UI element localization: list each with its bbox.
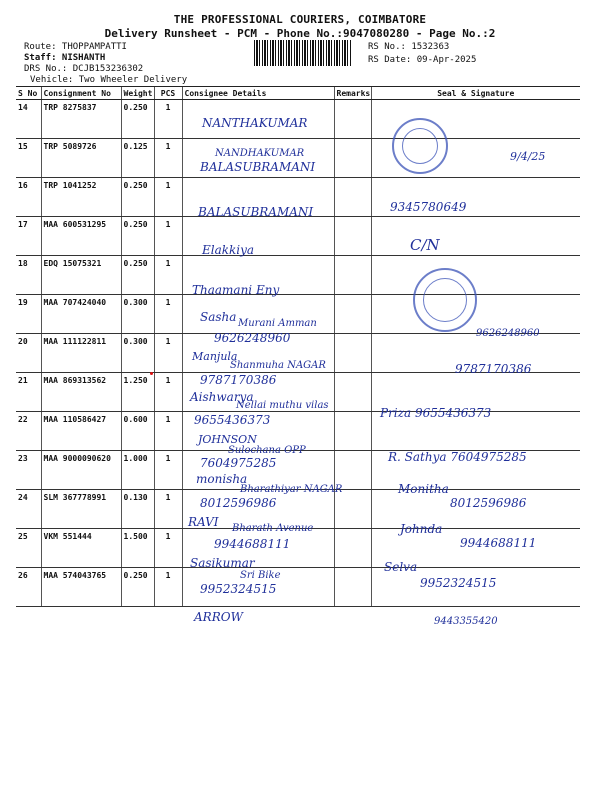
row-sno: 19	[16, 295, 41, 334]
row-weight: 0.250	[121, 100, 154, 139]
handwritten-phone: 9944688111	[460, 536, 537, 550]
row-weight: 0.300	[121, 295, 154, 334]
handwritten-consignee: Sasikumar	[190, 556, 255, 570]
handwritten-phone: 9952324515	[200, 582, 277, 596]
row-weight: 0.130	[121, 490, 154, 529]
row-pcs: 1	[154, 373, 182, 412]
staff-label: Staff: NISHANTH	[24, 53, 106, 63]
handwritten-phone: 8012596986	[450, 496, 527, 510]
handwritten-consignee: ARROW	[194, 610, 243, 624]
row-remarks	[334, 139, 371, 178]
handwritten-date: 9/4/25	[510, 150, 546, 163]
handwritten-signature: 9345780649	[390, 200, 467, 214]
row-consignment: SLM 367778991	[41, 490, 121, 529]
row-sno: 23	[16, 451, 41, 490]
row-consignment: MAA 574043765	[41, 568, 121, 607]
row-sno: 16	[16, 178, 41, 217]
row-weight: 1.000	[121, 451, 154, 490]
handwritten-signature: C/N	[410, 236, 440, 254]
row-seal	[371, 256, 580, 295]
row-weight: 0.250	[121, 256, 154, 295]
handwritten-phone: 9626248960	[476, 328, 540, 339]
ink-dot	[150, 372, 153, 375]
row-pcs: 1	[154, 217, 182, 256]
row-weight: 1.500	[121, 529, 154, 568]
row-weight: 0.250	[121, 217, 154, 256]
row-remarks	[334, 217, 371, 256]
table-row	[16, 217, 580, 256]
row-remarks	[334, 334, 371, 373]
row-pcs: 1	[154, 334, 182, 373]
row-remarks	[334, 373, 371, 412]
vehicle-label: Vehicle: Two Wheeler Delivery	[30, 75, 188, 85]
handwritten-phone: 9443355420	[434, 616, 498, 627]
row-consignment: MAA 9000090620	[41, 451, 121, 490]
handwritten-consignee: NANDHAKUMAR	[215, 148, 305, 159]
col-remarks: Remarks	[334, 87, 371, 100]
row-weight: 0.600	[121, 412, 154, 451]
handwritten-consignee: Sulochana OPP	[228, 445, 306, 456]
row-sno: 24	[16, 490, 41, 529]
delivery-stamp	[413, 268, 477, 332]
handwritten-consignee: BALASUBRAMANI	[200, 160, 316, 174]
row-sno: 22	[16, 412, 41, 451]
row-consignment: MAA 600531295	[41, 217, 121, 256]
handwritten-signature: Monitha	[398, 482, 449, 496]
row-remarks	[334, 529, 371, 568]
rs-date: RS Date: 09-Apr-2025	[368, 55, 477, 65]
row-seal	[371, 217, 580, 256]
handwritten-phone: 9626248960	[214, 331, 291, 345]
row-weight: 1.250	[121, 373, 154, 412]
row-consignment: MAA 111122811	[41, 334, 121, 373]
row-pcs: 1	[154, 178, 182, 217]
row-consignment: MAA 869313562	[41, 373, 121, 412]
handwritten-phone: 9944688111	[214, 537, 291, 551]
handwritten-phone: 9952324515	[420, 576, 497, 590]
row-sno: 17	[16, 217, 41, 256]
handwritten-phone: 9787170386	[200, 373, 277, 387]
handwritten-consignee: Sasha	[200, 310, 237, 324]
handwritten-phone: 9787170386	[455, 362, 532, 376]
barcode	[254, 40, 352, 66]
handwritten-consignee: Bharathiyar NAGAR	[240, 484, 343, 495]
col-consignee: Consignee Details	[182, 87, 334, 100]
row-sno: 18	[16, 256, 41, 295]
handwritten-signature: Priza 9655436373	[380, 406, 492, 420]
row-pcs: 1	[154, 256, 182, 295]
handwritten-consignee: Sri Bike	[240, 570, 281, 581]
row-sno: 14	[16, 100, 41, 139]
col-pcs: PCS	[154, 87, 182, 100]
col-seal: Seal & Signature	[371, 87, 580, 100]
row-consignment: VKM 551444	[41, 529, 121, 568]
handwritten-signature: Johnda	[400, 522, 443, 536]
runsheet-subtitle: Delivery Runsheet - PCM - Phone No.:9047080280 - Page No.:2	[104, 27, 496, 40]
row-weight: 0.125	[121, 139, 154, 178]
row-sno: 21	[16, 373, 41, 412]
row-pcs: 1	[154, 295, 182, 334]
row-remarks	[334, 295, 371, 334]
row-remarks	[334, 100, 371, 139]
handwritten-consignee: Murani Amman	[238, 318, 317, 329]
handwritten-consignee: Shanmuha NAGAR	[230, 360, 326, 371]
row-sno: 26	[16, 568, 41, 607]
handwritten-phone: 9655436373	[194, 413, 271, 427]
table-header-row	[16, 87, 580, 100]
handwritten-consignee: monisha	[196, 472, 248, 486]
row-pcs: 1	[154, 100, 182, 139]
handwritten-signature: Selva	[384, 560, 418, 574]
row-consignment: MAA 707424040	[41, 295, 121, 334]
handwritten-signature: R. Sathya 7604975285	[388, 450, 527, 464]
handwritten-consignee: Bharath Avenue	[232, 523, 314, 534]
row-consignment: MAA 110586427	[41, 412, 121, 451]
row-weight: 0.300	[121, 334, 154, 373]
delivery-stamp	[392, 118, 448, 174]
handwritten-phone: 7604975285	[200, 456, 277, 470]
col-sno: S No	[16, 87, 41, 100]
row-weight: 0.250	[121, 178, 154, 217]
row-remarks	[334, 412, 371, 451]
row-weight: 0.250	[121, 568, 154, 607]
handwritten-consignee: NANTHAKUMAR	[202, 116, 308, 130]
handwritten-consignee: RAVI	[188, 515, 219, 529]
row-remarks	[334, 490, 371, 529]
rs-number: RS No.: 1532363	[368, 42, 450, 52]
row-remarks	[334, 178, 371, 217]
handwritten-consignee: Nellai muthu vilas	[236, 400, 329, 411]
route-label: Route: THOPPAMPATTI	[24, 42, 127, 52]
drs-number: DRS No.: DCJB153236302	[24, 64, 144, 74]
handwritten-phone: 8012596986	[200, 496, 277, 510]
row-pcs: 1	[154, 139, 182, 178]
row-sno: 15	[16, 139, 41, 178]
company-title: THE PROFESSIONAL COURIERS, COIMBATORE	[173, 13, 427, 26]
row-sno: 20	[16, 334, 41, 373]
row-pcs: 1	[154, 451, 182, 490]
handwritten-consignee: Thaamani Eny	[192, 283, 280, 297]
table-row	[16, 256, 580, 295]
row-remarks	[334, 256, 371, 295]
handwritten-consignee: Elakkiya	[202, 243, 255, 257]
handwritten-consignee: JOHNSON	[198, 433, 257, 446]
handwritten-consignee: BALASUBRAMANI	[198, 205, 314, 219]
row-pcs: 1	[154, 490, 182, 529]
row-consignment: TRP 5089726	[41, 139, 121, 178]
row-consignment: EDQ 15075321	[41, 256, 121, 295]
row-pcs: 1	[154, 412, 182, 451]
row-pcs: 1	[154, 529, 182, 568]
col-consignment: Consignment No	[41, 87, 121, 100]
handwritten-consignee: Manjula	[192, 350, 238, 363]
row-consignment: TRP 1041252	[41, 178, 121, 217]
row-sno: 25	[16, 529, 41, 568]
handwritten-consignee: Aishwarya	[190, 390, 254, 404]
row-pcs: 1	[154, 568, 182, 607]
row-consignment: TRP 8275837	[41, 100, 121, 139]
col-weight: Weight	[121, 87, 154, 100]
row-remarks	[334, 568, 371, 607]
